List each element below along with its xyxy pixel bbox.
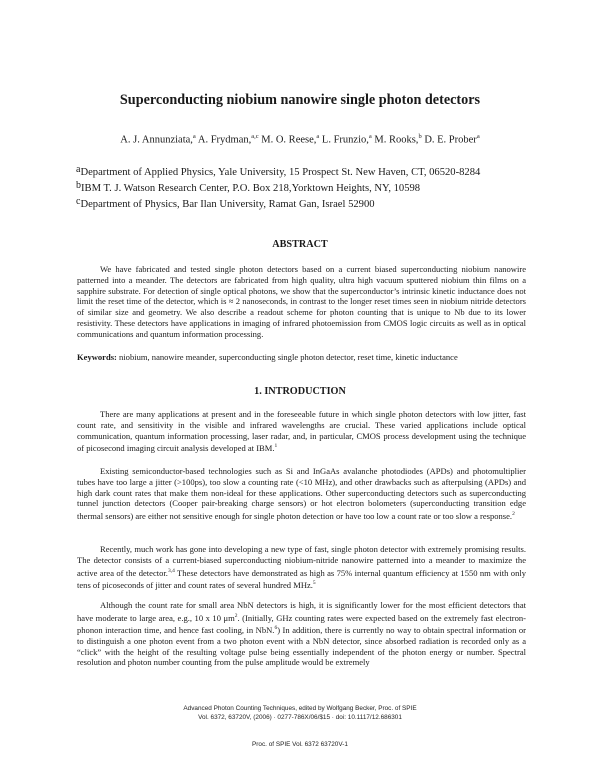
affiliation-text: Department of Applied Physics, Yale University, 15 Prospect St. New Haven, CT, 06520-8284: [80, 167, 481, 178]
affiliation-c: [76, 196, 375, 210]
affiliation-a: [76, 164, 480, 178]
affiliation-mark: c: [76, 196, 81, 207]
citation-ref: 2: [234, 612, 238, 619]
author-name: M. O. Reese,: [258, 134, 317, 146]
page-footer: Proc. of SPIE Vol. 6372 63720V-1: [252, 741, 348, 748]
intro-text: ) In addition, there is currently no way to obtain spectral information or to distinguish a one photon event from a two photon event with a NbN detector, since absorbed radiation is recorded only as a “click” with the height of the resulting voltage pulse being essentially independent of the photon energy or number. Spectral resolution and photon number counting from the pulse amplitude would be extremely: [77, 625, 526, 668]
author-name: A. J. Annunziata,: [120, 134, 193, 146]
keywords-line: [77, 352, 537, 362]
citation-ref: 3,4: [167, 567, 175, 574]
author-list: [0, 133, 600, 146]
intro-text: There are many applications at present and in the foreseeable future in which single photon detectors with low jitter, fast count rate, and sensitivity in the visible and infrared wavelengths are crucial. These varied applications include optical communication, quantum information processing, laser radar, and, in particular, CMOS process development using the technique of picosecond imaging circuit analysis developed at IBM.: [77, 409, 526, 454]
intro-text: These detectors have demonstrated as high as 75% internal quantum efficiency at 1550 nm with only tens of picoseconds of jitter and count rates of several hundred MHz.: [77, 567, 526, 590]
author-affiliation-mark: a,c: [251, 133, 259, 140]
keywords-text: niobium, nanowire meander, superconducting single photon detector, reset time, kinetic inductance: [116, 352, 458, 362]
intro-paragraph-2: [77, 466, 526, 522]
intro-text: . (Initially, GHz counting rates were expected based on the extremely fast electron-phonon interaction time, and hence fast cooling, in NbN.: [77, 612, 526, 636]
intro-paragraph-4: [77, 600, 526, 668]
affiliation-text: Department of Physics, Bar Ilan University, Ramat Gan, Israel 52900: [80, 199, 375, 210]
affiliation-b: [76, 180, 420, 194]
author-affiliation-mark: a: [316, 133, 320, 140]
author-affiliation-mark: a: [192, 133, 196, 140]
publication-footer: [0, 705, 600, 722]
author-name: A. Frydman,: [195, 134, 252, 146]
intro-paragraph-1: [77, 409, 526, 454]
intro-paragraph-3: [77, 544, 526, 591]
author-name: D. E. Prober: [421, 134, 477, 146]
intro-text: Although the count rate for small area NbN detectors is high, it is significantly lower for the most efficient detectors that have moderate to large area, e.g., 10 x 10 μm: [77, 600, 526, 623]
abstract-heading: ABSTRACT: [272, 239, 328, 250]
affiliation-text: IBM T. J. Watson Research Center, P.O. Box 218,Yorktown Heights, NY, 10598: [81, 183, 421, 194]
citation-ref: 5: [312, 580, 316, 587]
affiliation-mark: a: [76, 164, 81, 175]
paper-title: Superconducting niobium nanowire single photon detectors: [119, 92, 481, 108]
abstract-text: We have fabricated and tested single photon detectors based on a current biased superconducting niobium nanowire patterned into a meander. The detectors are fabricated from high quality, ultra high vacuum sputtered niobium thin films on a sapphire substrate. For detection of single optical photons, we show that the superconductor’s intrinsic kinetic inductance does not limit the reset time of the detector, which is ≈ 2 nanoseconds, in contrast to the longer reset times seen in niobium nitride detectors of similar size and geometry. We also describe a readout scheme for photon counting that is unique to Nb due to its lower resistivity. These detectors have applications in imaging of infrared photoemission from CMOS logic circuits as well as in optical communications and quantum information processing.: [77, 264, 526, 339]
citation-ref: 6: [274, 625, 278, 632]
citation-ref: 1: [274, 443, 278, 450]
section-heading-introduction: 1. INTRODUCTION: [254, 386, 346, 397]
affiliation-mark: b: [76, 180, 81, 191]
footer-line: Advanced Photon Counting Techniques, edited by Wolfgang Becker, Proc. of SPIE: [183, 705, 417, 712]
intro-text: Existing semiconductor-based technologies such as Si and InGaAs avalanche photodiodes (APDs) and photomultiplier tubes have too large a jitter (>100ps), too slow a counting rate (<10 MHz), and other drawbacks such as afterpulsing (APDs) and high dark count rates that make them non-ideal for these applications. Other superconducting detectors such as superconducting tunnel junction detectors (Cooper pair-breaking charge sensors) or hot electron bolometers (superconducting transition edge thermal sensors) are either not sensitive enough for single photon detection or have too low a count rate or too slow a response.: [77, 466, 526, 521]
intro-text: Recently, much work has gone into developing a new type of fast, single photon detector with extremely promising results. The detector consists of a current-biased superconducting niobium-nitride nanowire patterned into a meander to maximize the active area of the detector.: [77, 544, 526, 578]
author-affiliation-mark: a: [476, 133, 480, 140]
keywords-label: Keywords:: [77, 352, 117, 362]
author-name: M. Rooks,: [371, 134, 419, 146]
author-affiliation-mark: a: [368, 133, 372, 140]
author-affiliation-mark: b: [418, 133, 422, 140]
footer-line: Vol. 6372, 63720V, (2006) · 0277-786X/06/$15 · doi: 10.1117/12.686301: [198, 713, 402, 721]
author-name: L. Frunzio,: [319, 134, 369, 146]
citation-ref: 2: [512, 511, 515, 517]
